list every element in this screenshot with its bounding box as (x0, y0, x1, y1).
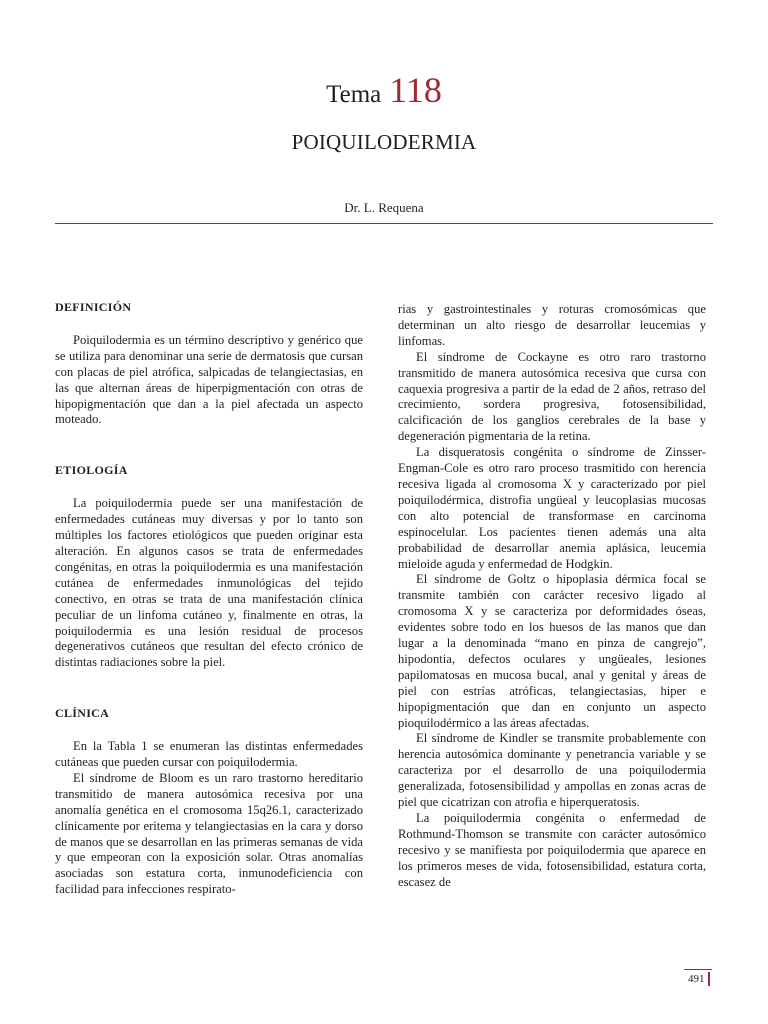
paragraph: El síndrome de Cockayne es otro raro trastorno transmitido de manera autosómica recesiva que cursa con caquexia progresiva a partir de la edad de 2 años, retraso del crecimiento, sordera progresiva, fotosensibilidad, calcificación de los ganglios cerebrales de la base y degeneración pigmentaria de la retina. (398, 349, 706, 444)
paragraph: El síndrome de Goltz o hipoplasia dérmica focal se transmite también con carácter recesivo ligado al cromosoma X y se caracteriza por deformidades óseas, evidentes sobre todo en los huesos de las manos que dan lugar a la denominada “mano en pinza de cangrejo”, hipodontia, defectos oculares y ungüeales, lesiones papilomatosas en mucosa bucal, anal y genital y áreas de piel con estrías atróficas, telangiectasias, hiper e hipopigmentación que dan en conjunto un aspecto pioquilodérmico a las áreas afectadas. (398, 572, 706, 730)
chapter-word: Tema (326, 81, 382, 108)
chapter-header (0, 70, 768, 115)
header-divider (55, 223, 713, 224)
section-heading-etiologia: ETIOLOGÍA (55, 463, 128, 478)
paragraph: El síndrome de Kindler se transmite probablemente con herencia autosómica dominante y penetrancia variable y se caracteriza por el desarrollo de una poiquilodermia generalizada, fotosensibilidad y ampollas en zonas acras de piel que cicatrizan con atrofia e hiperqueratosis. (398, 731, 706, 810)
author-name: Dr. L. Requena (344, 200, 424, 215)
page-number: 491 (684, 972, 710, 986)
section-heading-clinica: CLÍNICA (55, 706, 110, 721)
paragraph: La disqueratosis congénita o síndrome de Zinsser-Engman-Cole es otro raro proceso trasmitido con herencia recesiva ligada al cromosoma X y caracterizado por piel poiquilodérmica, distrofia ungüeal y leucoplasias mucosas con alto potencial de transformase en carcinoma espinocelular. Los pacientes tienen además una alta probabilidad de desarrollar anemia aplásica, leucemia mieloide aguda y enfermedad de Hodgkin. (398, 445, 706, 571)
chapter-label (0, 70, 768, 115)
page-number-rule (684, 969, 712, 970)
paragraph: Poiquilodermia es un término descriptivo y genérico que se utiliza para denominar una serie de dermatosis que cursan con placas de piel atrófica, salpicadas de telangiectasias, en las que alternan áreas de hiperpigmentación con otras de hipopigmentación que dan a la piel afectada un aspecto moteado. (55, 332, 363, 427)
paragraph: La poiquilodermia puede ser una manifestación de enfermedades cutáneas muy diversas y por lo tanto son múltiples los factores etiológicos que pueden originar esta alteración. En algunos casos se trata de enfermedades congénitas, en otras la poiquilodermia es una manifestación cutánea de enfermedades inmunológicas del tejido conectivo, en otras se trata de una manifestación clínica peculiar de un linfoma cutáneo y, finalmente en otras, la poiquilodermia es una lesión residual de procesos degenerativos cutáneos que resultan del efecto crónico de distintas radiaciones sobre la piel. (55, 496, 363, 670)
paragraph: El síndrome de Bloom es un raro trastorno hereditario transmitido de manera autosómica recesiva por una anomalía genética en el cromosoma 15q26.1, caracterizado clínicamente por eritema y telangiectasias en la cara y dorso de manos que se desarrollan en las primeras semanas de vida y que empeoran con la exposición solar. Otras anomalías asociadas son estatura corta, inmunodeficiencia con facilidad para infecciones respirato- (55, 770, 363, 897)
chapter-number: 118 (389, 70, 442, 110)
page-title: POIQUILODERMIA (291, 130, 477, 154)
paragraph: rias y gastrointestinales y roturas cromosómicas que determinan un alto riesgo de desarrollar leucemias y linfomas. (398, 302, 706, 348)
left-column (55, 300, 363, 898)
paragraph: En la Tabla 1 se enumeran las distintas enfermedades cutáneas que pueden cursar con poiquilodermia. (55, 739, 363, 770)
right-column (398, 302, 706, 891)
section-heading-definicion: DEFINICIÓN (55, 300, 132, 314)
paragraph: La poiquilodermia congénita o enfermedad de Rothmund-Thomson se transmite con carácter autosómico recesivo y se manifiesta por poiquilodermia que aparece en los primeros meses de vida, fotosensibilidad, estatura corta, escasez de (398, 811, 706, 889)
